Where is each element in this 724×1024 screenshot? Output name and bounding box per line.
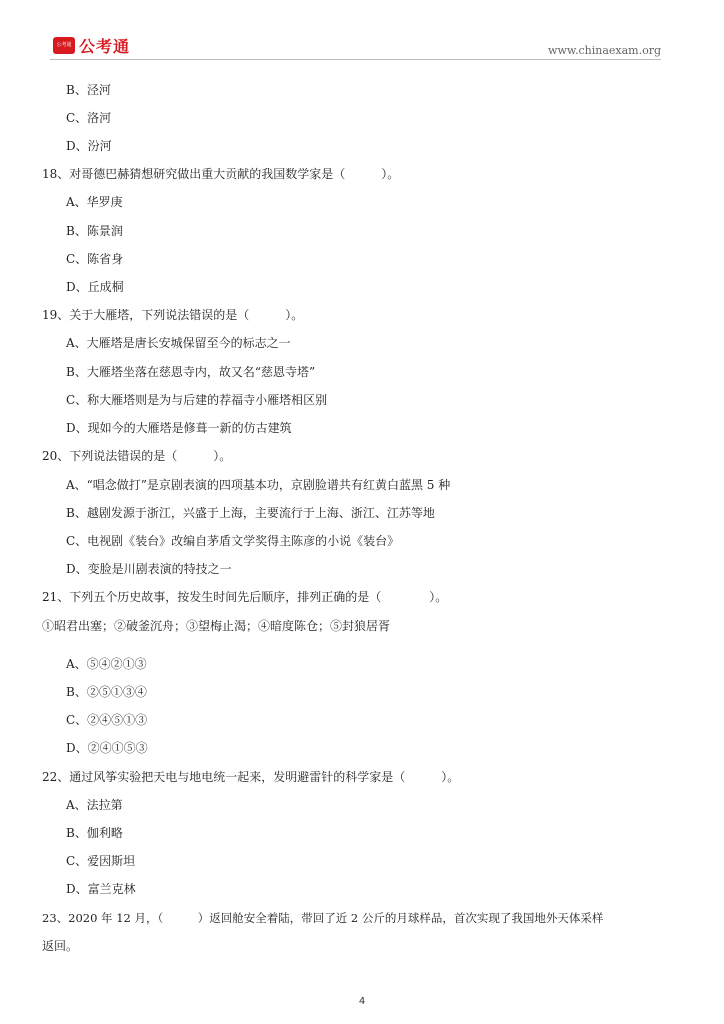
question-detail-line: ①昭君出塞；②破釜沉舟；③望梅止渴；④暗度陈仓；⑤封狼居胥 — [42, 619, 391, 633]
option-line: B、越剧发源于浙江，兴盛于上海，主要流行于上海、浙江、江苏等地 — [66, 506, 435, 520]
question-line: 22、通过风筝实验把天电与地电统一起来，发明避雷针的科学家是（ ）。 — [42, 770, 460, 784]
option-line: C、称大雁塔则是为与后建的荐福寺小雁塔相区别 — [66, 393, 328, 407]
option-line: D、汾河 — [66, 139, 112, 153]
header-divider — [50, 59, 661, 60]
option-line: D、丘成桐 — [66, 280, 124, 294]
option-line: B、②⑤①③④ — [66, 685, 147, 699]
site-url[interactable]: www.chinaexam.org — [548, 44, 661, 57]
option-line: D、现如今的大雁塔是修葺一新的仿古建筑 — [66, 421, 292, 435]
logo — [53, 34, 130, 57]
option-line: D、变脸是川剧表演的特技之一 — [66, 562, 232, 576]
option-line: A、法拉第 — [66, 798, 123, 812]
question-line: 19、关于大雁塔，下列说法错误的是（ ）。 — [42, 308, 304, 322]
option-line: C、爱因斯坦 — [66, 854, 136, 868]
option-line: B、陈景润 — [66, 224, 123, 238]
option-line: C、②④⑤①③ — [66, 713, 148, 727]
option-line: A、⑤④②①③ — [66, 657, 147, 671]
option-line: D、②④①⑤③ — [66, 741, 148, 755]
option-line: A、“唱念做打”是京剧表演的四项基本功，京剧脸谱共有红黄白蓝黑 5 种 — [66, 478, 451, 492]
logo-text: 公考通 — [79, 37, 131, 56]
option-line: D、富兰克林 — [66, 882, 136, 896]
question-continuation-line: 返回。 — [42, 939, 79, 953]
option-line: C、陈省身 — [66, 252, 124, 266]
option-line: A、大雁塔是唐长安城保留至今的标志之一 — [66, 336, 291, 350]
question-line: 21、下列五个历史故事，按发生时间先后顺序，排列正确的是（ ）。 — [42, 590, 448, 604]
page-number: 4 — [358, 996, 366, 1007]
option-line: B、伽利略 — [66, 826, 123, 840]
option-line: B、大雁塔坐落在慈恩寺内，故又名“慈恩寺塔” — [66, 365, 316, 379]
question-line: 18、对哥德巴赫猜想研究做出重大贡献的我国数学家是（ ）。 — [42, 167, 400, 181]
option-line: B、泾河 — [66, 83, 111, 97]
logo-badge: 公考通 — [53, 37, 75, 54]
option-line: A、华罗庚 — [66, 195, 123, 209]
page-header — [0, 0, 724, 60]
question-line: 20、下列说法错误的是（ ）。 — [42, 449, 232, 463]
option-line: C、洛河 — [66, 111, 112, 125]
question-line: 23、2020 年 12 月，（ ）返回舱安全着陆，带回了近 2 公斤的月球样品，首次实现了我国地外天体采样 — [42, 911, 604, 925]
option-line: C、电视剧《装台》改编自茅盾文学奖得主陈彦的小说《装台》 — [66, 534, 400, 548]
